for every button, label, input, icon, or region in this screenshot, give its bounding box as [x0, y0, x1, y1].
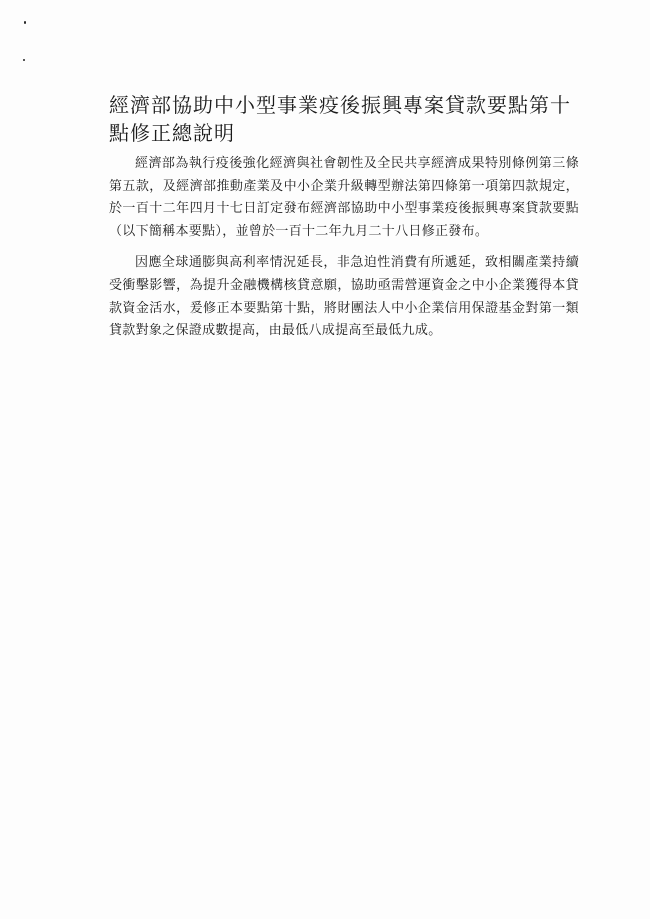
- scan-speck: [24, 21, 26, 24]
- paragraph-1: 經濟部為執行疫後強化經濟與社會韌性及全民共享經濟成果特別條例第三條第五款，及經濟部推動產業及中小企業升級轉型辦法第四條第一項第四款規定，於一百十二年四月十七日訂定發布經濟部協助中小型事業疫後振興專案貸款要點（以下簡稱本要點），並曾於一百十二年九月二十八日修正發布。: [109, 156, 579, 239]
- scan-speck: [23, 59, 25, 61]
- document-body: [109, 153, 579, 352]
- document-title: 經濟部協助中小型事業疫後振興專案貸款要點第十點修正總說明: [109, 93, 571, 145]
- paragraph-2: 因應全球通膨與高利率情況延長，非急迫性消費有所遞延，致相關產業持續受衝擊影響，為提升金融機構核貸意願，協助亟需營運資金之中小企業獲得本貸款資金活水，爰修正本要點第十點，將財團法人中小企業信用保證基金對第一類貸款對象之保證成數提高，由最低八成提高至最低九成。: [109, 255, 579, 339]
